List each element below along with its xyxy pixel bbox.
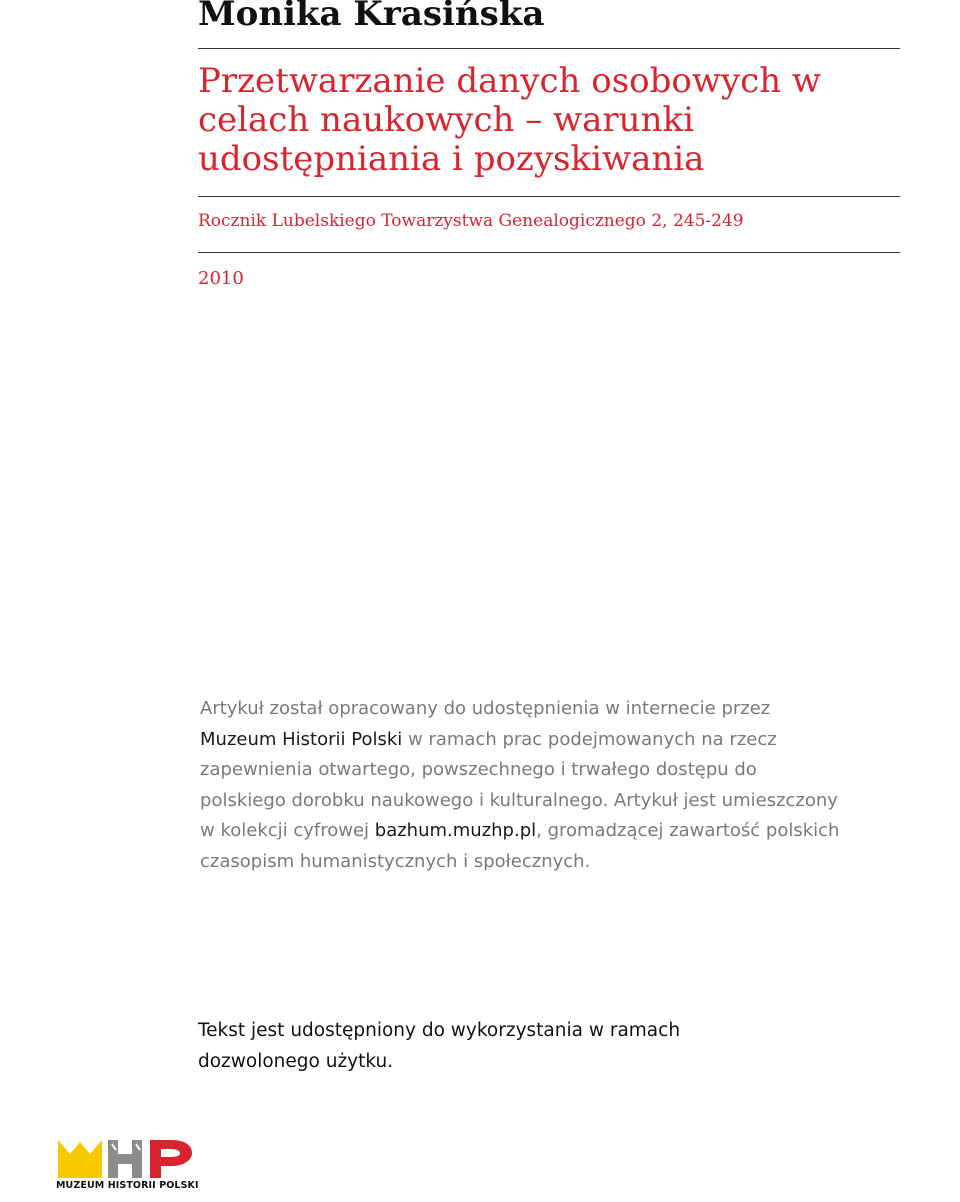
- title-line: udostępniania i pozyskiwania: [198, 139, 705, 179]
- author-name: Monika Krasińska: [198, 0, 545, 34]
- collection-link[interactable]: bazhum.muzhp.pl: [374, 820, 537, 841]
- article-title: [198, 62, 898, 179]
- notice-line: polskiego dorobku naukowego i kulturalnego. Artykuł jest umieszczony: [200, 789, 838, 811]
- journal-citation: Rocznik Lubelskiego Towarzystwa Genealogicznego 2, 245-249: [198, 211, 744, 231]
- usage-line: Tekst jest udostępniony do wykorzystania w ramach: [198, 1020, 681, 1041]
- notice-text: w kolekcji cyfrowej: [200, 820, 375, 841]
- publication-year: 2010: [198, 268, 244, 289]
- title-line: celach naukowych – warunki: [198, 100, 694, 140]
- logo-caption: MUZEUM HISTORII POLSKI: [56, 1180, 199, 1191]
- notice-line: Artykuł został opracowany do udostępnienia w internecie przez: [200, 698, 771, 719]
- notice-line: czasopism humanistycznych i społecznych.: [200, 850, 591, 872]
- notice-text: , gromadzącej zawartość polskich: [536, 820, 840, 841]
- divider: [198, 48, 900, 49]
- usage-statement: [198, 1015, 818, 1077]
- notice-line: [200, 725, 900, 756]
- title-line: Przetwarzanie danych osobowych w: [198, 61, 822, 101]
- notice-text: w ramach prac podejmowanych na rzecz: [402, 728, 777, 750]
- museum-name: Muzeum Historii Polski: [200, 728, 403, 750]
- divider: [198, 252, 900, 253]
- logo-p-shape: [150, 1140, 192, 1178]
- divider: [198, 196, 900, 197]
- logo-crown-shape: [58, 1140, 102, 1178]
- notice-line: zapewnienia otwartego, powszechnego i trwałego dostępu do: [200, 759, 757, 780]
- availability-notice: [200, 694, 900, 877]
- notice-line: [200, 816, 900, 847]
- usage-line: dozwolonego użytku.: [198, 1051, 394, 1072]
